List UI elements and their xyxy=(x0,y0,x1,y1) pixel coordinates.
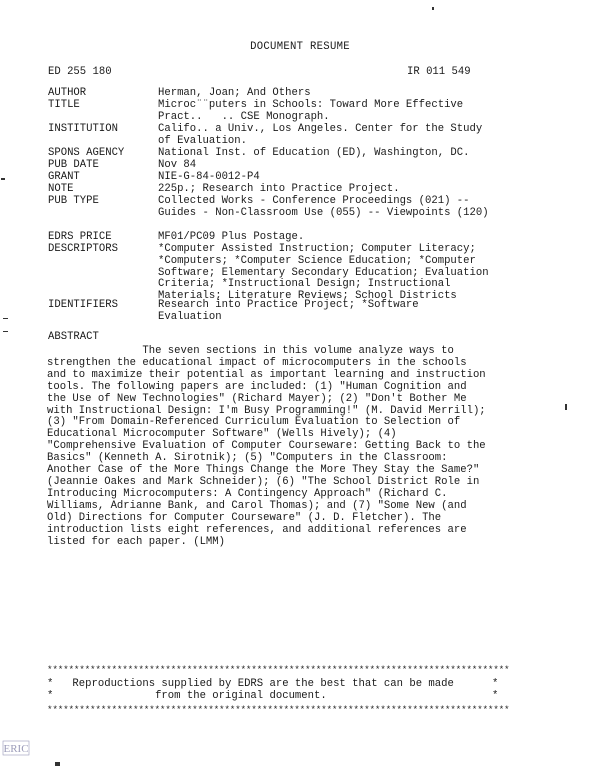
field-value: Nov 84 xyxy=(158,159,197,171)
abstract-body xyxy=(47,346,527,548)
abstract-label: ABSTRACT xyxy=(48,331,99,343)
abstract-line: with Instructional Design: I'm Busy Programming!" (M. David Merrill); xyxy=(47,404,486,417)
abstract-line: Introducing Microcomputers: A Contingency Approach" (Richard C. xyxy=(47,487,448,500)
abstract-line: and to maximize their potential as important learning and instruction xyxy=(47,368,486,381)
abstract-line: (3) "From Domain-Referenced Curriculum Evaluation to Selection of xyxy=(47,416,461,429)
field-label: PUB TYPE xyxy=(48,195,99,207)
field-value: of Evaluation. xyxy=(158,134,248,147)
field-label: SPONS AGENCY xyxy=(48,147,125,159)
field-value: Materials; Literature Reviews; School Districts xyxy=(158,290,457,303)
abstract-line: "Comprehensive Evaluation of Computer Courseware: Getting Back to the xyxy=(47,440,486,453)
abstract-line: strengthen the educational impact of microcomputers in the schools xyxy=(47,356,467,369)
scan-speck xyxy=(3,318,8,319)
document-title: DOCUMENT RESUME xyxy=(250,41,350,53)
field-label: GRANT xyxy=(48,171,80,183)
abstract-line: Old) Directions for Computer Courseware" (J. D. Fletcher). The xyxy=(47,511,442,524)
field-label: NOTE xyxy=(48,183,74,195)
abstract-line: Another Case of the More Things Change the More They Stay the Same?" xyxy=(47,464,480,477)
abstract-line: Educational Microcomputer Software" (Wells Hively); (4) xyxy=(47,428,397,441)
scan-speck xyxy=(565,404,567,410)
ed-number: ED 255 180 xyxy=(48,66,112,78)
eric-logo xyxy=(2,738,32,758)
abstract-line: The seven sections in this volume analyze ways to xyxy=(47,345,454,357)
box-top-border: ************************************************************************************** xyxy=(47,664,510,675)
field-value: Califo.. a Univ., Los Angeles. Center for the Study xyxy=(158,123,483,135)
field-label: IDENTIFIERS xyxy=(48,299,118,311)
field-value: 225p.; Research into Practice Project. xyxy=(158,183,400,195)
field-label: TITLE xyxy=(48,99,80,111)
box-line-2: * from the original document. * xyxy=(47,690,499,702)
field-value: Research into Practice Project; *Software xyxy=(158,299,419,311)
abstract-line: tools. The following papers are included: (1) "Human Cognition and xyxy=(47,380,467,393)
abstract-line: the Use of New Technologies" (Richard Mayer); (2) "Don't Bother Me xyxy=(47,392,467,405)
field-value: Collected Works - Conference Proceedings (021) -- xyxy=(158,195,470,207)
field-label: DESCRIPTORS xyxy=(48,243,118,255)
field-label: AUTHOR xyxy=(48,87,87,99)
field-value: Guides - Non-Classroom Use (055) -- Viewpoints (120) xyxy=(158,206,489,219)
field-value: National Inst. of Education (ED), Washington, DC. xyxy=(158,147,470,159)
eric-logo-text: ERIC xyxy=(3,743,29,755)
field-value: *Computer Assisted Instruction; Computer Literacy; xyxy=(158,243,476,255)
scan-speck xyxy=(55,762,60,766)
field-value: *Computers; *Computer Science Education; *Computer xyxy=(158,254,476,267)
abstract-line: (Jeannie Oakes and Mark Schneider); (6) "The School District Role in xyxy=(47,475,480,488)
field-value: Microc¨¨puters in Schools: Toward More Effective xyxy=(158,99,464,111)
field-value: Herman, Joan; And Others xyxy=(158,87,311,99)
box-bottom-border: ************************************************************************************** xyxy=(47,704,510,715)
scan-speck xyxy=(3,331,8,332)
box-line-1: * Reproductions supplied by EDRS are the best that can be made * xyxy=(47,678,499,690)
ir-number: IR 011 549 xyxy=(407,66,471,78)
field-value: Criteria; *Instructional Design; Instructional xyxy=(158,278,451,291)
field-value: Software; Elementary Secondary Education; Evaluation xyxy=(158,266,489,279)
abstract-line: Williams, Adrianne Bank, and Carol Thomas); and (7) "Some New (and xyxy=(47,499,467,512)
field-label: EDRS PRICE xyxy=(48,231,112,243)
scan-speck xyxy=(1,178,5,180)
abstract-line: listed for each paper. (LMM) xyxy=(47,535,226,548)
field-value: NIE-G-84-0012-P4 xyxy=(158,171,260,183)
abstract-line: introduction lists eight references, and additional references are xyxy=(47,523,467,536)
field-value: MF01/PC09 Plus Postage. xyxy=(158,231,305,243)
field-label: INSTITUTION xyxy=(48,123,118,135)
field-label: PUB DATE xyxy=(48,159,99,171)
abstract-line: Basics" (Kenneth A. Sirotnik); (5) "Computers in the Classroom: xyxy=(47,452,448,465)
scan-speck xyxy=(432,7,434,10)
field-value: Evaluation xyxy=(158,310,222,323)
field-value: Pract.. .. CSE Monograph. xyxy=(158,110,330,123)
